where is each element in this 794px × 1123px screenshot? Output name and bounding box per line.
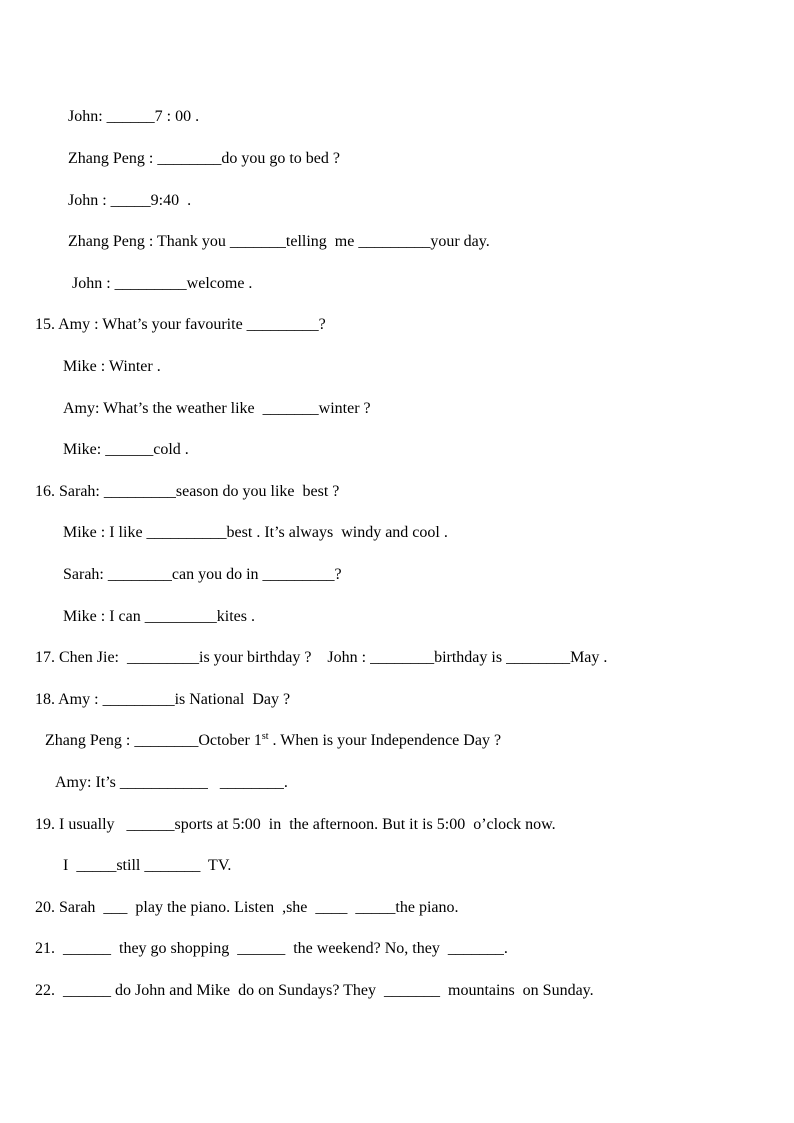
question-18-line-2 <box>45 731 501 751</box>
question-21: 21. ______ they go shopping ______ the weekend? No, they _______. <box>35 940 508 957</box>
question-16: 16. Sarah: _________season do you like best ? <box>35 483 340 500</box>
question-20: 20. Sarah ___ play the piano. Listen ,she ____ _____the piano. <box>35 899 459 916</box>
question-16-line-4: Mike : I can _________kites . <box>63 608 255 625</box>
question-19: 19. I usually ______sports at 5:00 in the afternoon. But it is 5:00 o’clock now. <box>35 816 556 833</box>
dialogue-line-zhangpeng-thanks: Zhang Peng : Thank you _______telling me _________your day. <box>68 233 490 250</box>
dialogue-line-john-welcome: John : _________welcome . <box>72 275 253 292</box>
question-18-line-2-before: Zhang Peng : ________October 1 <box>45 732 262 749</box>
question-18-line-3: Amy: It’s ___________ ________. <box>55 774 288 791</box>
question-15-line-2: Mike : Winter . <box>63 358 161 375</box>
question-16-line-2: Mike : I like __________best . It’s always windy and cool . <box>63 524 448 541</box>
question-15-line-3: Amy: What’s the weather like _______winter ? <box>63 400 371 417</box>
dialogue-line-john-time: John: ______7 : 00 . <box>68 108 200 125</box>
question-19-line-2: I _____still _______ TV. <box>63 857 232 874</box>
dialogue-line-zhangpeng-bed: Zhang Peng : ________do you go to bed ? <box>68 150 340 167</box>
question-18: 18. Amy : _________is National Day ? <box>35 691 291 708</box>
question-16-line-3: Sarah: ________can you do in _________? <box>63 566 342 583</box>
question-15: 15. Amy : What’s your favourite _________? <box>35 316 326 333</box>
question-18-line-2-after: . When is your Independence Day ? <box>268 732 502 749</box>
question-22: 22. ______ do John and Mike do on Sundays? They _______ mountains on Sunday. <box>35 982 594 999</box>
question-17: 17. Chen Jie: _________is your birthday ? John : ________birthday is ________May . <box>35 649 608 666</box>
dialogue-line-john-bedtime: John : _____9:40 . <box>68 192 192 209</box>
ordinal-suffix: st <box>261 731 269 742</box>
question-15-line-4: Mike: ______cold . <box>63 441 189 458</box>
